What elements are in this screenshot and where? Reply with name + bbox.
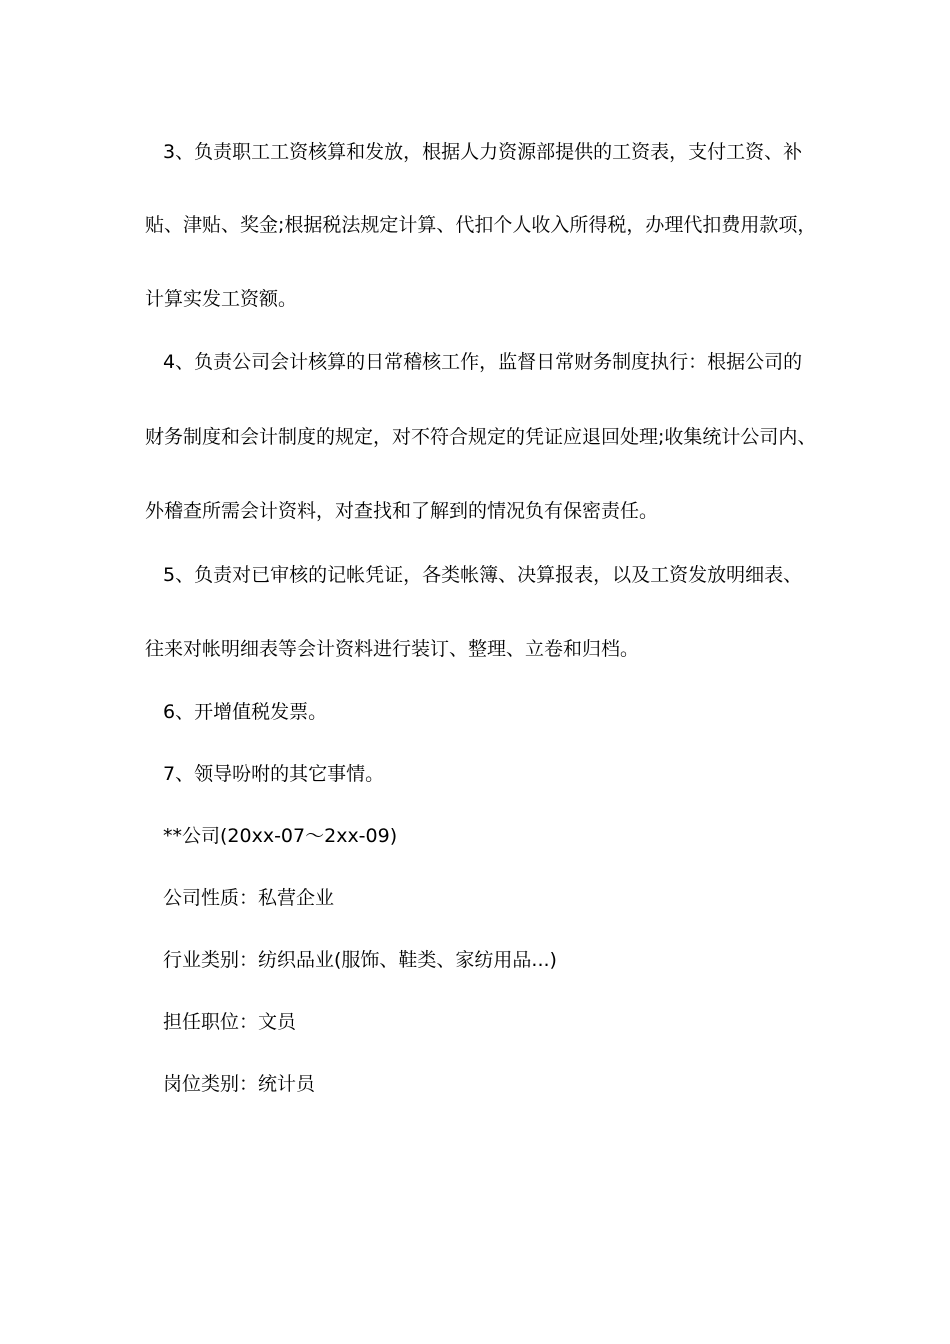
duty-4-line-2: 财务制度和会计制度的规定，对不符合规定的凭证应退回处理;收集统计公司内、 — [145, 426, 817, 448]
duty-3-line-1: 3、负责职工工资核算和发放，根据人力资源部提供的工资表，支付工资、补 — [163, 141, 803, 163]
job-category-line: 岗位类别：统计员 — [163, 1073, 316, 1095]
duty-7-line: 7、领导吩咐的其它事情。 — [163, 763, 385, 785]
duty-6-line: 6、开增值税发票。 — [163, 701, 328, 723]
company-period-line: **公司(20xx-07～2xx-09) — [163, 825, 398, 847]
industry-category-line: 行业类别：纺织品业(服饰、鞋类、家纺用品...) — [163, 949, 557, 971]
position-line: 担任职位：文员 — [163, 1011, 297, 1033]
duty-5-line-1: 5、负责对已审核的记帐凭证，各类帐簿、决算报表，以及工资发放明细表、 — [163, 564, 803, 586]
duty-3-line-2: 贴、津贴、奖金;根据税法规定计算、代扣个人收入所得税，办理代扣费用款项， — [145, 214, 817, 236]
duty-5-line-2: 往来对帐明细表等会计资料进行装订、整理、立卷和归档。 — [145, 638, 640, 660]
company-nature-line: 公司性质：私营企业 — [163, 887, 335, 909]
duty-4-line-1: 4、负责公司会计核算的日常稽核工作，监督日常财务制度执行：根据公司的 — [163, 351, 803, 373]
duty-3-line-3: 计算实发工资额。 — [145, 288, 298, 310]
duty-4-line-3: 外稽查所需会计资料，对查找和了解到的情况负有保密责任。 — [145, 500, 659, 522]
